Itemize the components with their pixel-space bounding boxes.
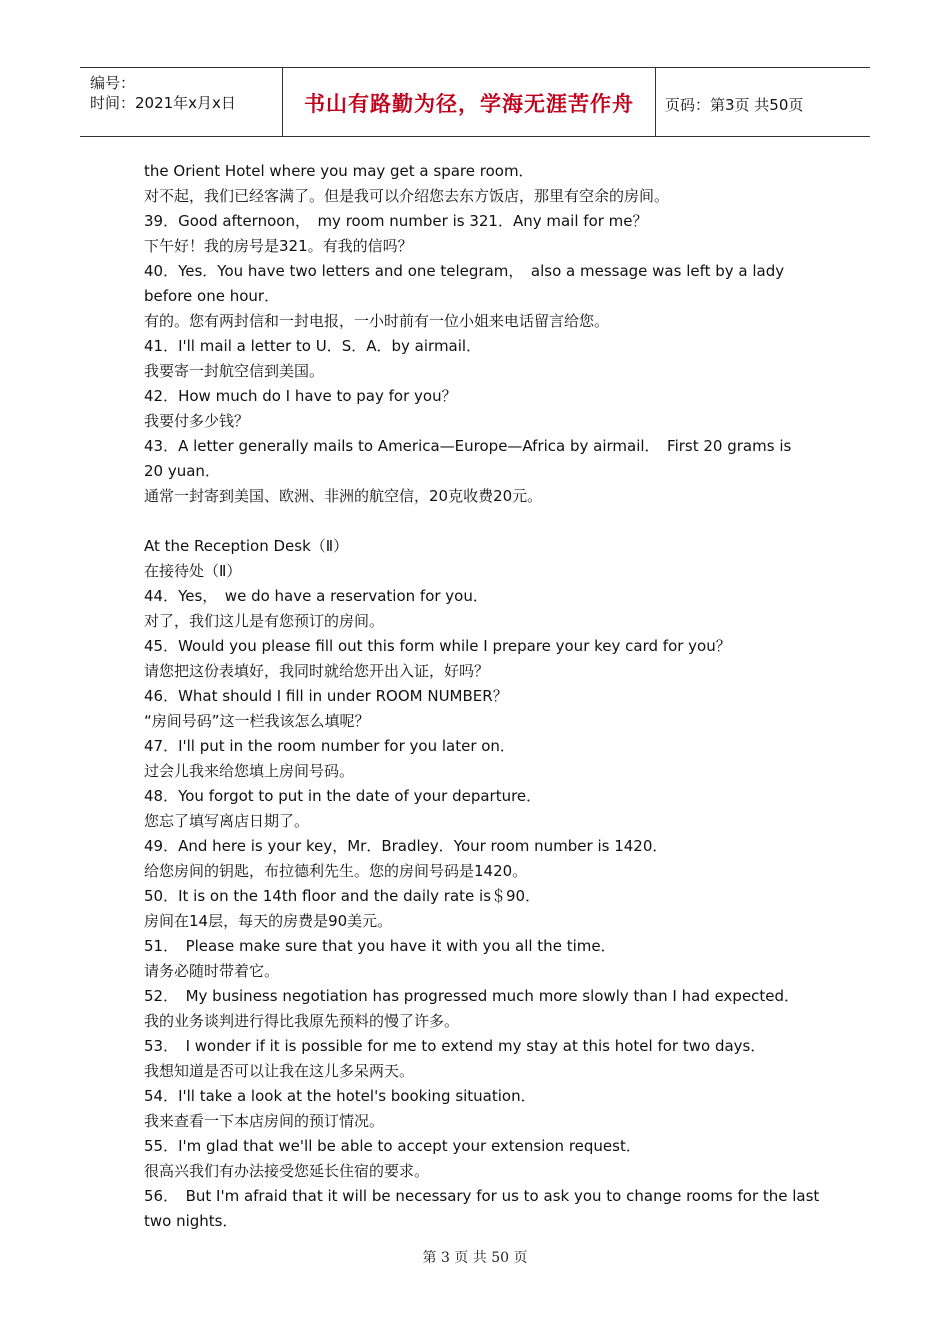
header-left-cell — [80, 68, 282, 136]
date-label: 时间：2021年x月x日 — [90, 94, 236, 112]
text-line: 请您把这份表填好，我同时就给您开出入证，好吗？ — [144, 662, 490, 680]
text-line: 过会儿我来给您填上房间号码。 — [144, 762, 355, 780]
text-line: 对了，我们这儿是有您预订的房间。 — [144, 612, 385, 630]
text-line: 我要付多少钱？ — [144, 412, 250, 430]
text-line: 44．Yes， we do have a reservation for you． — [144, 587, 488, 605]
text-line: 55．I'm glad that we'll be able to accept your extension request． — [144, 1137, 641, 1155]
header-motto-cell — [282, 68, 656, 136]
page-info: 页码：第3页 共50页 — [665, 96, 804, 114]
blank-line — [144, 509, 824, 534]
text-line: 有的。您有两封信和一封电报，一小时前有一位小姐来电话留言给您。 — [144, 312, 610, 330]
text-line: 47．I'll put in the room number for you later on． — [144, 737, 515, 755]
text-line: 42．How much do I have to pay for you？ — [144, 387, 457, 405]
text-line: 43．A letter generally mails to America—Europe—Africa by airmail． First 20 grams is — [144, 437, 792, 455]
page-footer: 第 3 页 共 50 页 — [422, 1250, 528, 1266]
text-line: 我要寄一封航空信到美国。 — [144, 362, 325, 380]
page-header — [80, 67, 870, 137]
text-line: 20 yuan． — [144, 462, 220, 480]
text-line: 56． But I'm afraid that it will be necessary for us to ask you to change rooms for the last — [144, 1187, 820, 1205]
text-line: 51． Please make sure that you have it with you all the time． — [144, 937, 616, 955]
text-line: 54．I'll take a look at the hotel's booking situation． — [144, 1087, 536, 1105]
text-line: 很高兴我们有办法接受您延长住宿的要求。 — [144, 1162, 430, 1180]
text-line: 您忘了填写离店日期了。 — [144, 812, 310, 830]
header-right-cell — [655, 68, 870, 136]
text-line: 49．And here is your key，Mr．Bradley．Your room number is 1420． — [144, 837, 668, 855]
text-line: 我来查看一下本店房间的预订情况。 — [144, 1112, 385, 1130]
text-line: 39．Good afternoon， my room number is 321．Any mail for me？ — [144, 212, 648, 230]
serial-label: 编号： — [90, 74, 136, 92]
text-line: 我想知道是否可以让我在这儿多呆两天。 — [144, 1062, 415, 1080]
text-line: 46．What should I fill in under ROOM NUMBER？ — [144, 687, 508, 705]
text-line: 53． I wonder if it is possible for me to extend my stay at this hotel for two days． — [144, 1037, 766, 1055]
text-line: 对不起，我们已经客满了。但是我可以介绍您去东方饭店，那里有空余的房间。 — [144, 187, 670, 205]
document-body — [144, 159, 824, 1234]
text-line: 给您房间的钥匙，布拉德利先生。您的房间号码是1420。 — [144, 862, 528, 880]
text-line: At the Reception Desk（Ⅱ） — [144, 537, 349, 555]
text-line: 41．I'll mail a letter to U．S．A．by airmail． — [144, 337, 482, 355]
text-line: the Orient Hotel where you may get a spare room． — [144, 162, 534, 180]
text-line: 通常一封寄到美国、欧洲、非洲的航空信，20克收费20元。 — [144, 487, 543, 505]
header-motto: 书山有路勤为径，学海无涯苦作舟 — [304, 92, 634, 116]
text-line: before one hour． — [144, 287, 280, 305]
text-line: two nights． — [144, 1212, 238, 1230]
text-line: 下午好！我的房号是321。有我的信吗？ — [144, 237, 413, 255]
text-line: 房间在14层，每天的房费是90美元。 — [144, 912, 393, 930]
text-line: 45．Would you please fill out this form while I prepare your key card for you？ — [144, 637, 731, 655]
text-line: 我的业务谈判进行得比我原先预料的慢了许多。 — [144, 1012, 460, 1030]
text-line: 40．Yes．You have two letters and one telegram， also a message was left by a lady — [144, 262, 785, 280]
text-line: 48．You forgot to put in the date of your departure． — [144, 787, 542, 805]
text-line: 请务必随时带着它。 — [144, 962, 280, 980]
text-line: “房间号码”这一栏我该怎么填呢？ — [144, 712, 370, 730]
text-line: 在接待处（Ⅱ） — [144, 562, 242, 580]
text-line: 52． My business negotiation has progressed much more slowly than I had expected． — [144, 987, 800, 1005]
text-line: 50．It is on the 14th floor and the daily rate is＄90． — [144, 887, 541, 905]
